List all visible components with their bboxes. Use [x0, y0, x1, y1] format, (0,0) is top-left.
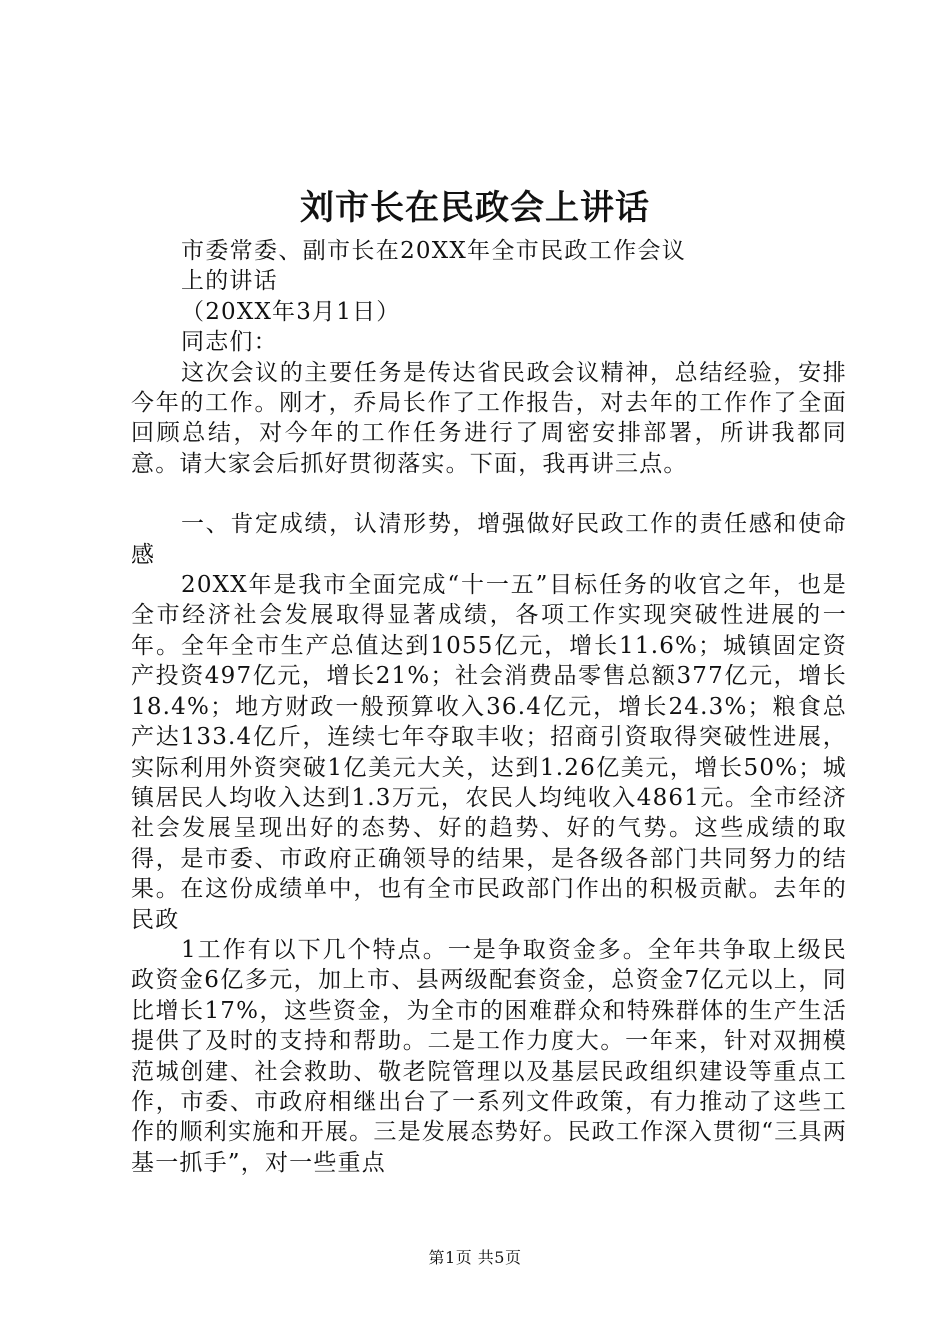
document-title: 刘市长在民政会上讲话 [300, 188, 650, 228]
document-subtitle: 市委常委、副市长在20XX年全市民政工作会议上的讲话 [181, 238, 686, 295]
salutation: 同志们： [181, 329, 278, 356]
section-heading-1: 一、肯定成绩，认清形势，增强做好民政工作的责任感和使命感 [131, 511, 847, 568]
paragraph-gap [131, 479, 847, 509]
page-number-footer: 第1页 共5页 [428, 1248, 522, 1267]
paragraph-intro: 这次会议的主要任务是传达省民政会议精神，总结经验，安排今年的工作。刚才，乔局长作了工作报告，对去年的工作作了全面回顾总结，对今年的工作任务进行了周密安排部署，所讲我都同意。请大家会后抓好贯彻落实。下面，我再讲三点。 [131, 359, 847, 477]
document-body [131, 236, 847, 1178]
speech-date: （20XX年3月1日） [181, 298, 401, 325]
paragraph-achievements: 20XX年是我市全面完成“十一五”目标任务的收官之年，也是全市经济社会发展取得显著成绩，各项工作实现突破性进展的一年。全年全市生产总值达到1055亿元，增长11.6%；城镇固定资产投资497亿元，增长21%；社会消费品零售总额377亿元，增长18.4%；地方财政一般预算收入36.4亿元，增长24.3%；粮食总产达133.4亿斤，连续七年夺取丰收；招商引资取得突破性进展，实际利用外资突破1亿美元大关，达到1.26亿美元，增长50%；城镇居民人均收入达到1.3万元，农民人均纯收入4861元。全市经济社会发展呈现出好的态势、好的趋势、好的气势。这些成绩的取得，是市委、市政府正确领导的结果，是各级各部门共同努力的结果。在这份成绩单中，也有全市民政部门作出的积极贡献。去年的民政 [131, 572, 847, 933]
paragraph-characteristics: 1工作有以下几个特点。一是争取资金多。全年共争取上级民政资金6亿多元，加上市、县两级配套资金，总资金7亿元以上，同比增长17%，这些资金，为全市的困难群众和特殊群体的生产生活提供了及时的支持和帮助。二是工作力度大。一年来，针对双拥模范城创建、社会救助、敬老院管理以及基层民政组织建设等重点工作，市委、市政府相继出台了一系列文件政策，有力推动了这些工作的顺利实施和开展。三是发展态势好。民政工作深入贯彻“三具两基一抓手”，对一些重点 [131, 936, 847, 1176]
